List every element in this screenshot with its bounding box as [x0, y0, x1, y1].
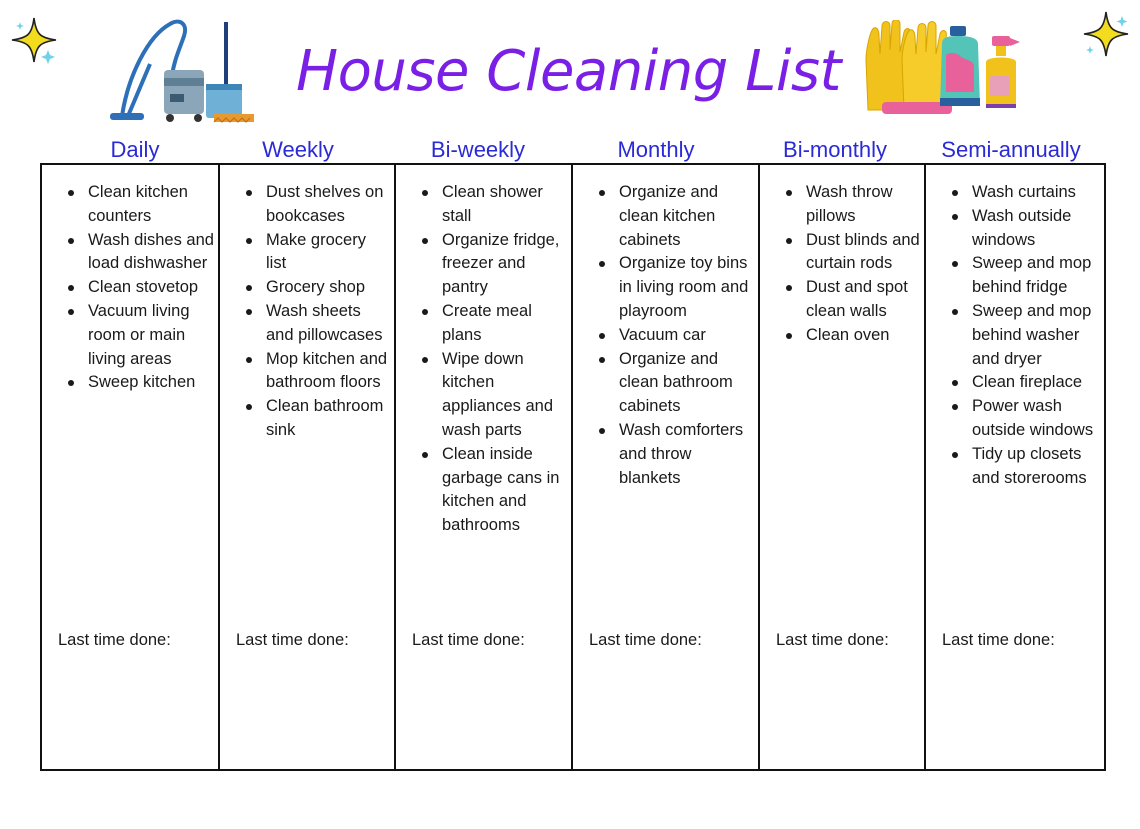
task-item: [244, 181, 390, 229]
bullet-icon: [599, 261, 605, 267]
column-bi-weekly: [396, 165, 573, 769]
task-text: Clean bathroom sink: [266, 397, 384, 439]
task-text: Organize toy bins in living room and playroom: [619, 254, 749, 320]
task-item: [66, 181, 214, 229]
bullet-icon: [599, 428, 605, 434]
task-text: Wipe down kitchen appliances and wash parts: [442, 349, 554, 439]
task-item: [784, 276, 920, 324]
task-list: [66, 181, 214, 395]
task-text: Clean oven: [806, 325, 890, 344]
task-text: Organize fridge, freezer and pantry: [442, 230, 560, 297]
task-text: Mop kitchen and bathroom floors: [266, 349, 388, 392]
bullet-icon: [786, 190, 792, 196]
task-item: [244, 276, 390, 300]
task-item: [950, 252, 1100, 300]
bullet-icon: [246, 190, 252, 196]
task-text: Vacuum car: [619, 325, 706, 344]
header-weekly: Weekly: [262, 137, 334, 162]
bullet-icon: [952, 261, 958, 267]
bullet-icon: [952, 190, 958, 196]
task-list: [420, 181, 567, 538]
task-text: Wash outside windows: [972, 206, 1072, 249]
task-item: [66, 300, 214, 371]
bullet-icon: [599, 333, 605, 339]
bullet-icon: [422, 357, 428, 363]
task-list: [950, 181, 1100, 490]
task-text: Clean inside garbage cans in kitchen and bathrooms: [442, 444, 560, 535]
task-item: [784, 229, 920, 277]
task-list: [244, 181, 390, 443]
task-item: [597, 419, 754, 490]
task-item: [66, 371, 214, 395]
task-item: [597, 181, 754, 252]
task-item: [244, 348, 390, 396]
task-item: [66, 276, 214, 300]
task-item: [950, 395, 1100, 443]
spray-bottle-icon: [980, 36, 1022, 110]
task-item: [244, 229, 390, 277]
task-text: Sweep and mop behind washer and dryer: [972, 301, 1092, 368]
task-text: Wash throw pillows: [806, 183, 893, 225]
last-time-done-label: Last time done:: [942, 631, 1055, 649]
last-time-done-label: Last time done:: [412, 631, 525, 649]
task-text: Wash comforters and throw blankets: [619, 420, 744, 487]
task-text: Dust shelves on bookcases: [266, 183, 384, 225]
task-text: Tidy up closets and storerooms: [972, 444, 1087, 487]
task-item: [950, 443, 1100, 491]
header-monthly: Monthly: [617, 137, 695, 162]
header-bi-weekly: Bi-weekly: [430, 137, 526, 162]
column-monthly: [573, 165, 760, 769]
vacuum-cleaner-icon: [108, 16, 208, 126]
bullet-icon: [786, 238, 792, 244]
bullet-icon: [68, 380, 74, 386]
task-item: [597, 252, 754, 323]
task-text: Vacuum living room or main living areas: [88, 301, 190, 368]
task-text: Wash sheets and pillowcases: [266, 301, 383, 344]
task-item: [950, 300, 1100, 371]
column-weekly: [220, 165, 396, 769]
column-semi-annually: [926, 165, 1104, 769]
task-text: Create meal plans: [442, 301, 532, 344]
bullet-icon: [246, 404, 252, 410]
column-headers: [40, 134, 1106, 166]
cleaning-table: [40, 163, 1106, 771]
mop-bucket-icon: [200, 22, 256, 126]
task-item: [597, 324, 754, 348]
bullet-icon: [422, 452, 428, 458]
task-text: Dust and spot clean walls: [806, 278, 908, 320]
task-text: Clean stovetop: [88, 278, 199, 297]
task-text: Grocery shop: [266, 278, 366, 297]
task-text: Make grocery list: [266, 230, 366, 273]
task-text: Power wash outside windows: [972, 397, 1094, 439]
sparkle-icon-right: [1080, 8, 1132, 60]
task-item: [420, 181, 567, 229]
task-item: [950, 371, 1100, 395]
bullet-icon: [246, 309, 252, 315]
task-item: [784, 181, 920, 229]
bullet-icon: [952, 380, 958, 386]
task-text: Organize and clean kitchen cabinets: [619, 183, 719, 249]
bullet-icon: [246, 238, 252, 244]
bullet-icon: [68, 285, 74, 291]
bullet-icon: [246, 357, 252, 363]
bullet-icon: [422, 238, 428, 244]
task-text: Clean fireplace: [972, 373, 1083, 392]
bullet-icon: [246, 285, 252, 291]
bullet-icon: [952, 404, 958, 410]
last-time-done-label: Last time done:: [589, 631, 702, 649]
last-time-done-label: Last time done:: [236, 631, 349, 649]
task-item: [950, 205, 1100, 253]
task-text: Sweep and mop behind fridge: [972, 254, 1092, 297]
task-item: [420, 348, 567, 443]
column-daily: [42, 165, 220, 769]
task-text: Dust blinds and curtain rods: [806, 230, 920, 273]
task-list: [784, 181, 920, 348]
sparkle-icon-left: [8, 14, 60, 66]
task-item: [950, 181, 1100, 205]
last-time-done-label: Last time done:: [58, 631, 171, 649]
task-item: [420, 443, 567, 538]
task-text: Sweep kitchen: [88, 373, 196, 392]
bullet-icon: [422, 309, 428, 315]
bullet-icon: [952, 309, 958, 315]
task-text: Organize and clean bathroom cabinets: [619, 349, 733, 416]
task-item: [784, 324, 920, 348]
task-item: [420, 300, 567, 348]
task-item: [66, 229, 214, 277]
task-list: [597, 181, 754, 490]
header-bi-monthly: Bi-monthly: [783, 137, 887, 162]
bullet-icon: [786, 285, 792, 291]
task-item: [244, 395, 390, 443]
bullet-icon: [422, 190, 428, 196]
bullet-icon: [786, 333, 792, 339]
bullet-icon: [599, 190, 605, 196]
bullet-icon: [68, 190, 74, 196]
task-text: Clean shower stall: [442, 183, 543, 225]
bullet-icon: [68, 309, 74, 315]
bullet-icon: [952, 452, 958, 458]
page-title: House Cleaning List: [296, 39, 842, 104]
last-time-done-label: Last time done:: [776, 631, 889, 649]
column-bi-monthly: [760, 165, 926, 769]
bullet-icon: [599, 357, 605, 363]
task-text: Clean kitchen counters: [88, 183, 188, 225]
task-text: Wash dishes and load dishwasher: [88, 230, 214, 273]
detergent-bottle-icon: [936, 26, 984, 110]
bullet-icon: [68, 238, 74, 244]
bullet-icon: [952, 214, 958, 220]
task-item: [244, 300, 390, 348]
task-text: Wash curtains: [972, 183, 1076, 201]
header-daily: Daily: [110, 137, 160, 162]
task-item: [597, 348, 754, 419]
header-semi-annually: Semi-annually: [941, 137, 1081, 162]
task-item: [420, 229, 567, 300]
